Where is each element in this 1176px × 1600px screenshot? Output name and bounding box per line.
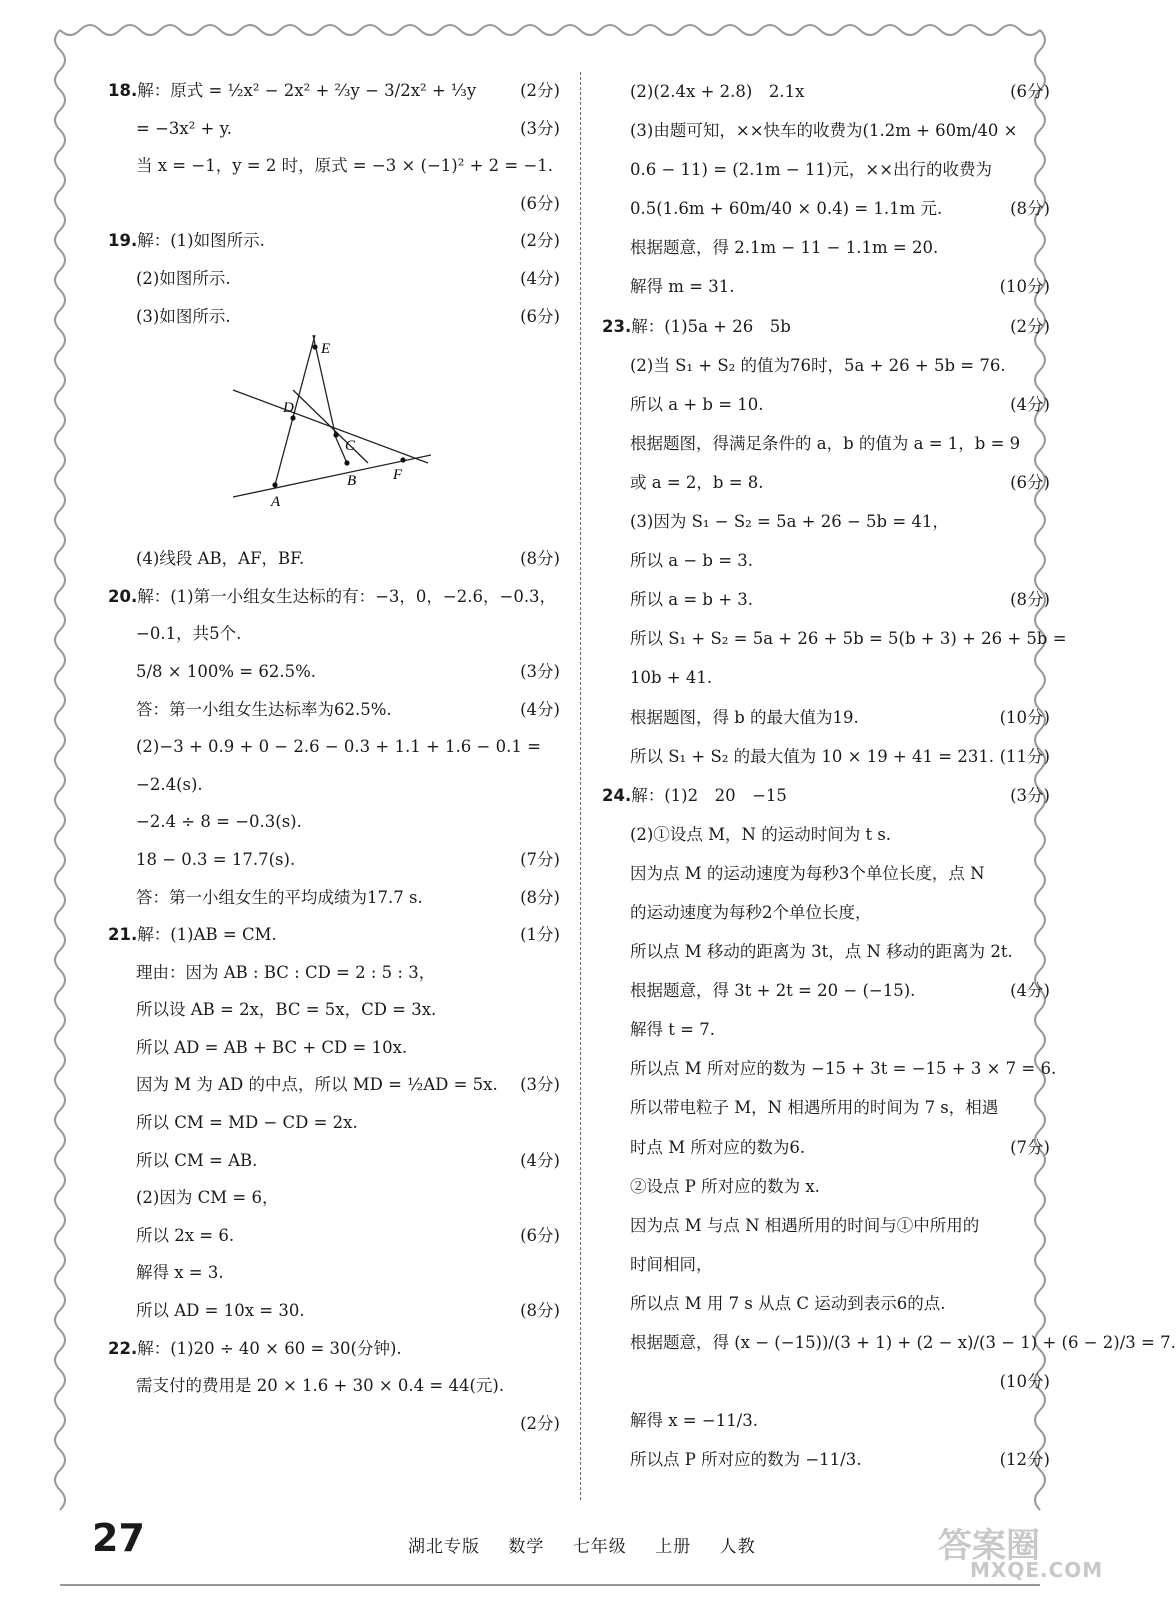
solution-line — [602, 1440, 1050, 1479]
solution-line — [108, 185, 560, 223]
solution-text: (3)如图所示. — [136, 306, 231, 326]
solution-text: 根据题图，得满足条件的 a，b 的值为 a = 1，b = 9 — [630, 433, 1021, 453]
solution-line — [602, 619, 1067, 658]
solution-text: 5/8 × 100% = 62.5%. — [136, 661, 317, 681]
solution-line — [108, 1066, 560, 1104]
point-label-f: F — [393, 467, 403, 484]
solution-line — [108, 222, 560, 260]
solution-line — [108, 916, 560, 954]
score-mark: (6分) — [1010, 472, 1050, 492]
solution-line — [602, 1362, 1050, 1401]
solution-text: 所以 a + b = 10. — [630, 394, 764, 414]
solution-line — [602, 307, 1050, 346]
solution-text: 根据题意，得 (x − (−15))/(3 + 1) + (2 − x)/(3 − 1) + (6 − 2)/3 = 7. — [630, 1333, 1176, 1352]
solution-text: (3)因为 S₁ − S₂ = 5a + 26 − 5b = 41， — [630, 512, 949, 532]
solution-text: −2.4(s). — [136, 774, 203, 794]
solution-text: 18 − 0.3 = 17.7(s). — [136, 849, 296, 869]
solution-line — [108, 147, 560, 185]
solution-text: 所以 S₁ + S₂ 的最大值为 10 × 19 + 41 = 231. — [630, 746, 995, 766]
solution-text: (3)由题可知，××快车的收费为(1.2m + 60m/40 × — [630, 121, 1018, 141]
solution-text: 所以 2x = 6. — [136, 1225, 235, 1245]
solution-text: −0.1，共5个. — [136, 624, 242, 644]
solution-line — [108, 1405, 560, 1443]
score-mark: (7分) — [1010, 1137, 1050, 1157]
solution-line — [602, 72, 1050, 111]
solution-text: ②设点 P 所对应的数为 x. — [630, 1176, 820, 1196]
point-label-c: C — [345, 438, 356, 455]
score-mark: (4分) — [520, 268, 560, 288]
score-mark: (12分) — [999, 1450, 1050, 1470]
score-mark: (8分) — [520, 549, 560, 569]
solution-line — [602, 932, 1050, 971]
right-column — [602, 72, 1176, 1479]
score-mark: (3分) — [520, 1075, 560, 1095]
score-mark: (6分) — [520, 193, 560, 213]
solution-text: 解：(1)5a + 26 5b — [631, 316, 791, 336]
solution-text: 理由：因为 AB : BC : CD = 2 : 5 : 3， — [136, 962, 436, 982]
score-mark: (3分) — [1010, 785, 1050, 805]
solution-text: 所以带电粒子 M，N 相遇所用的时间为 7 s，相遇 — [630, 1098, 999, 1118]
geometry-figure — [233, 335, 560, 540]
solution-text: 解得 x = −11/3. — [630, 1411, 758, 1431]
solution-line — [602, 1206, 1050, 1245]
solution-line — [108, 1217, 560, 1255]
solution-text: 根据题图，得 b 的最大值为19. — [630, 707, 859, 727]
solution-line — [108, 1292, 560, 1330]
score-mark: (4分) — [520, 699, 560, 719]
solution-line — [602, 1010, 1050, 1049]
solution-text: 解：(1)2 20 −15 — [631, 785, 787, 805]
score-mark: (6分) — [520, 1225, 560, 1245]
solution-line — [602, 463, 1050, 502]
solution-text: 需支付的费用是 20 × 1.6 + 30 × 0.4 = 44(元). — [136, 1376, 505, 1396]
score-mark: (2分) — [520, 231, 560, 251]
solution-text: 解：(1)20 ÷ 40 × 60 = 30(分钟). — [137, 1338, 402, 1358]
solution-text: 所以 AD = AB + BC + CD = 10x. — [136, 1037, 408, 1057]
score-mark: (6分) — [1010, 82, 1050, 101]
solution-line — [602, 111, 1050, 150]
solution-text: 0.6 − 11) = (2.1m − 11)元，××出行的收费为 — [630, 160, 993, 180]
footer-grade: 七年级 — [572, 1537, 627, 1557]
solution-line — [108, 260, 560, 298]
solution-text: 所以点 P 所对应的数为 −11/3. — [630, 1450, 862, 1470]
solution-line — [602, 854, 1050, 893]
solution-line — [108, 766, 560, 804]
solution-text: 解：(1)AB = CM. — [137, 925, 277, 945]
point-label-e: E — [321, 341, 331, 358]
watermark — [938, 1518, 1138, 1582]
solution-line — [108, 72, 560, 110]
score-mark: (4分) — [520, 1150, 560, 1170]
solution-line — [602, 737, 1050, 776]
footer-text — [408, 1532, 778, 1557]
solution-line — [602, 385, 1050, 424]
solution-text: 10b + 41. — [630, 668, 713, 688]
solution-line — [108, 879, 560, 917]
solution-text: 根据题意，得 3t + 2t = 20 − (−15). — [630, 981, 916, 1001]
solution-text: 所以 AD = 10x = 30. — [136, 1301, 305, 1321]
solution-line — [602, 1088, 1050, 1127]
solution-line — [108, 653, 560, 691]
score-mark: (10分) — [999, 707, 1050, 727]
solution-line — [602, 1049, 1057, 1088]
solution-line — [108, 691, 560, 729]
solution-text: 因为点 M 与点 N 相遇所用的时间与①中所用的 — [630, 1215, 980, 1235]
solution-text: 因为点 M 的运动速度为每秒3个单位长度，点 N — [630, 863, 985, 883]
score-mark: (2分) — [520, 81, 560, 100]
solution-line — [602, 893, 1050, 932]
solution-text: 所以 CM = MD − CD = 2x. — [136, 1113, 358, 1133]
solution-line — [602, 228, 1050, 267]
solution-line — [108, 298, 560, 336]
left-column — [108, 72, 560, 1442]
solution-line — [108, 578, 560, 616]
score-mark: (10分) — [999, 1372, 1050, 1392]
column-divider — [580, 72, 581, 1500]
solution-line — [602, 502, 1050, 541]
solution-text: 当 x = −1，y = 2 时，原式 = −3 × (−1)² + 2 = −1. — [136, 156, 554, 176]
solution-text: 答：第一小组女生的平均成绩为17.7 s. — [136, 887, 423, 907]
solution-line — [602, 1323, 1176, 1362]
question-number: 23. — [602, 316, 632, 336]
score-mark: (3分) — [520, 118, 560, 138]
solution-line — [108, 1142, 560, 1180]
score-mark: (11分) — [999, 746, 1050, 766]
score-mark: (8分) — [520, 887, 560, 907]
score-mark: (4分) — [1010, 981, 1050, 1001]
solution-text: 0.5(1.6m + 60m/40 × 0.4) = 1.1m 元. — [630, 199, 943, 219]
solution-line — [602, 1128, 1050, 1167]
solution-text: 所以点 M 用 7 s 从点 C 运动到表示6的点. — [630, 1293, 946, 1313]
solution-text: 所以 CM = AB. — [136, 1150, 258, 1170]
solution-text: 解得 m = 31. — [630, 277, 735, 297]
solution-text: (2)如图所示. — [136, 268, 231, 288]
solution-line — [602, 971, 1050, 1010]
solution-line — [108, 991, 560, 1029]
solution-line — [108, 110, 560, 148]
score-mark: (8分) — [1010, 590, 1050, 610]
footer-edition: 湖北专版 — [408, 1537, 480, 1557]
solution-line — [108, 615, 560, 653]
solution-text: 答：第一小组女生达标率为62.5%. — [136, 699, 392, 719]
solution-line — [108, 803, 560, 841]
score-mark: (4分) — [1010, 394, 1050, 414]
solution-text: 解得 x = 3. — [136, 1263, 224, 1283]
watermark-url: MXQE.COM — [970, 1558, 1104, 1582]
solution-line — [602, 1245, 1050, 1284]
question-number: 20. — [108, 586, 138, 606]
solution-line — [602, 1167, 1050, 1206]
solution-text: −2.4 ÷ 8 = −0.3(s). — [136, 812, 302, 832]
solution-line — [602, 1401, 1050, 1440]
solution-line — [602, 776, 1050, 815]
solution-line — [108, 1367, 560, 1405]
geometry-figure-svg — [233, 335, 443, 540]
solution-line — [108, 1179, 560, 1217]
solution-line — [108, 1029, 560, 1067]
footer-publisher: 人教 — [719, 1537, 756, 1557]
solution-text: 时点 M 所对应的数为6. — [630, 1137, 806, 1157]
solution-text: 的运动速度为每秒2个单位长度， — [630, 902, 872, 922]
solution-line — [108, 954, 560, 992]
solution-text: 或 a = 2，b = 8. — [630, 472, 764, 492]
page-number: 27 — [92, 1516, 145, 1560]
score-mark: (8分) — [1010, 199, 1050, 219]
solution-line — [602, 580, 1050, 619]
solution-text: (2)因为 CM = 6， — [136, 1188, 279, 1208]
solution-text: 解得 t = 7. — [630, 1020, 715, 1040]
score-mark: (7分) — [520, 849, 560, 869]
solution-text: = −3x² + y. — [136, 118, 233, 138]
solution-text: 所以 a = b + 3. — [630, 590, 754, 610]
solution-text: 解：原式 = ½x² − 2x² + ⅔y − 3/2x² + ⅓y — [137, 81, 477, 100]
score-mark: (10分) — [999, 277, 1050, 297]
solution-line — [602, 267, 1050, 306]
solution-line — [602, 150, 1050, 189]
solution-text: 所以点 M 移动的距离为 3t，点 N 移动的距离为 2t. — [630, 942, 1013, 962]
page-footer — [78, 1510, 1104, 1582]
solution-text: 时间相同， — [630, 1254, 713, 1274]
solution-line — [108, 841, 560, 879]
solution-text: 所以 a − b = 3. — [630, 551, 754, 571]
solution-text: 因为 M 为 AD 的中点，所以 MD = ½AD = 5x. — [136, 1075, 498, 1095]
solution-line — [108, 1330, 560, 1368]
solution-text: (4)线段 AB，AF，BF. — [136, 549, 305, 569]
footer-volume: 上册 — [655, 1537, 692, 1557]
point-label-d: D — [283, 400, 294, 417]
solution-text: (2)(2.4x + 2.8) 2.1x — [630, 82, 805, 101]
score-mark: (8分) — [520, 1301, 560, 1321]
question-number: 18. — [108, 81, 138, 100]
solution-text: (2)当 S₁ + S₂ 的值为76时，5a + 26 + 5b = 76. — [630, 355, 1006, 375]
solution-line — [602, 698, 1050, 737]
solution-line — [108, 728, 560, 766]
watermark-title: 答案圈 — [938, 1526, 1040, 1566]
solution-line — [602, 1284, 1050, 1323]
solution-text: 解：(1)第一小组女生达标的有：−3，0，−2.6，−0.3， — [137, 586, 557, 606]
score-mark: (2分) — [1010, 316, 1050, 336]
solution-line — [602, 189, 1050, 228]
footer-subject: 数学 — [508, 1537, 545, 1557]
solution-line — [108, 540, 560, 578]
score-mark: (6分) — [520, 306, 560, 326]
solution-text: (2)−3 + 0.9 + 0 − 2.6 − 0.3 + 1.1 + 1.6 − 0.1 = — [136, 737, 541, 757]
solution-text: (2)①设点 M，N 的运动时间为 t s. — [630, 824, 892, 844]
solution-line — [602, 346, 1050, 385]
solution-line — [602, 424, 1050, 463]
question-number: 21. — [108, 925, 138, 945]
question-number: 24. — [602, 785, 632, 805]
solution-text: 所以点 M 所对应的数为 −15 + 3t = −15 + 3 × 7 = 6. — [630, 1059, 1057, 1079]
score-mark: (1分) — [520, 925, 560, 945]
question-number: 19. — [108, 231, 138, 251]
solution-line — [602, 658, 1050, 697]
point-label-b: B — [347, 473, 357, 490]
solution-line — [108, 1104, 560, 1142]
score-mark: (3分) — [520, 661, 560, 681]
solution-line — [108, 1254, 560, 1292]
solution-line — [602, 541, 1050, 580]
point-label-a: A — [271, 494, 281, 511]
solution-text: 根据题意，得 2.1m − 11 − 1.1m = 20. — [630, 238, 939, 258]
solution-line — [602, 815, 1050, 854]
score-mark: (2分) — [520, 1413, 560, 1433]
solution-text: 所以设 AB = 2x，BC = 5x，CD = 3x. — [136, 1000, 437, 1020]
solution-text: 解：(1)如图所示. — [137, 231, 265, 251]
solution-text: 所以 S₁ + S₂ = 5a + 26 + 5b = 5(b + 3) + 26 + 5b = — [630, 629, 1067, 649]
question-number: 22. — [108, 1338, 138, 1358]
